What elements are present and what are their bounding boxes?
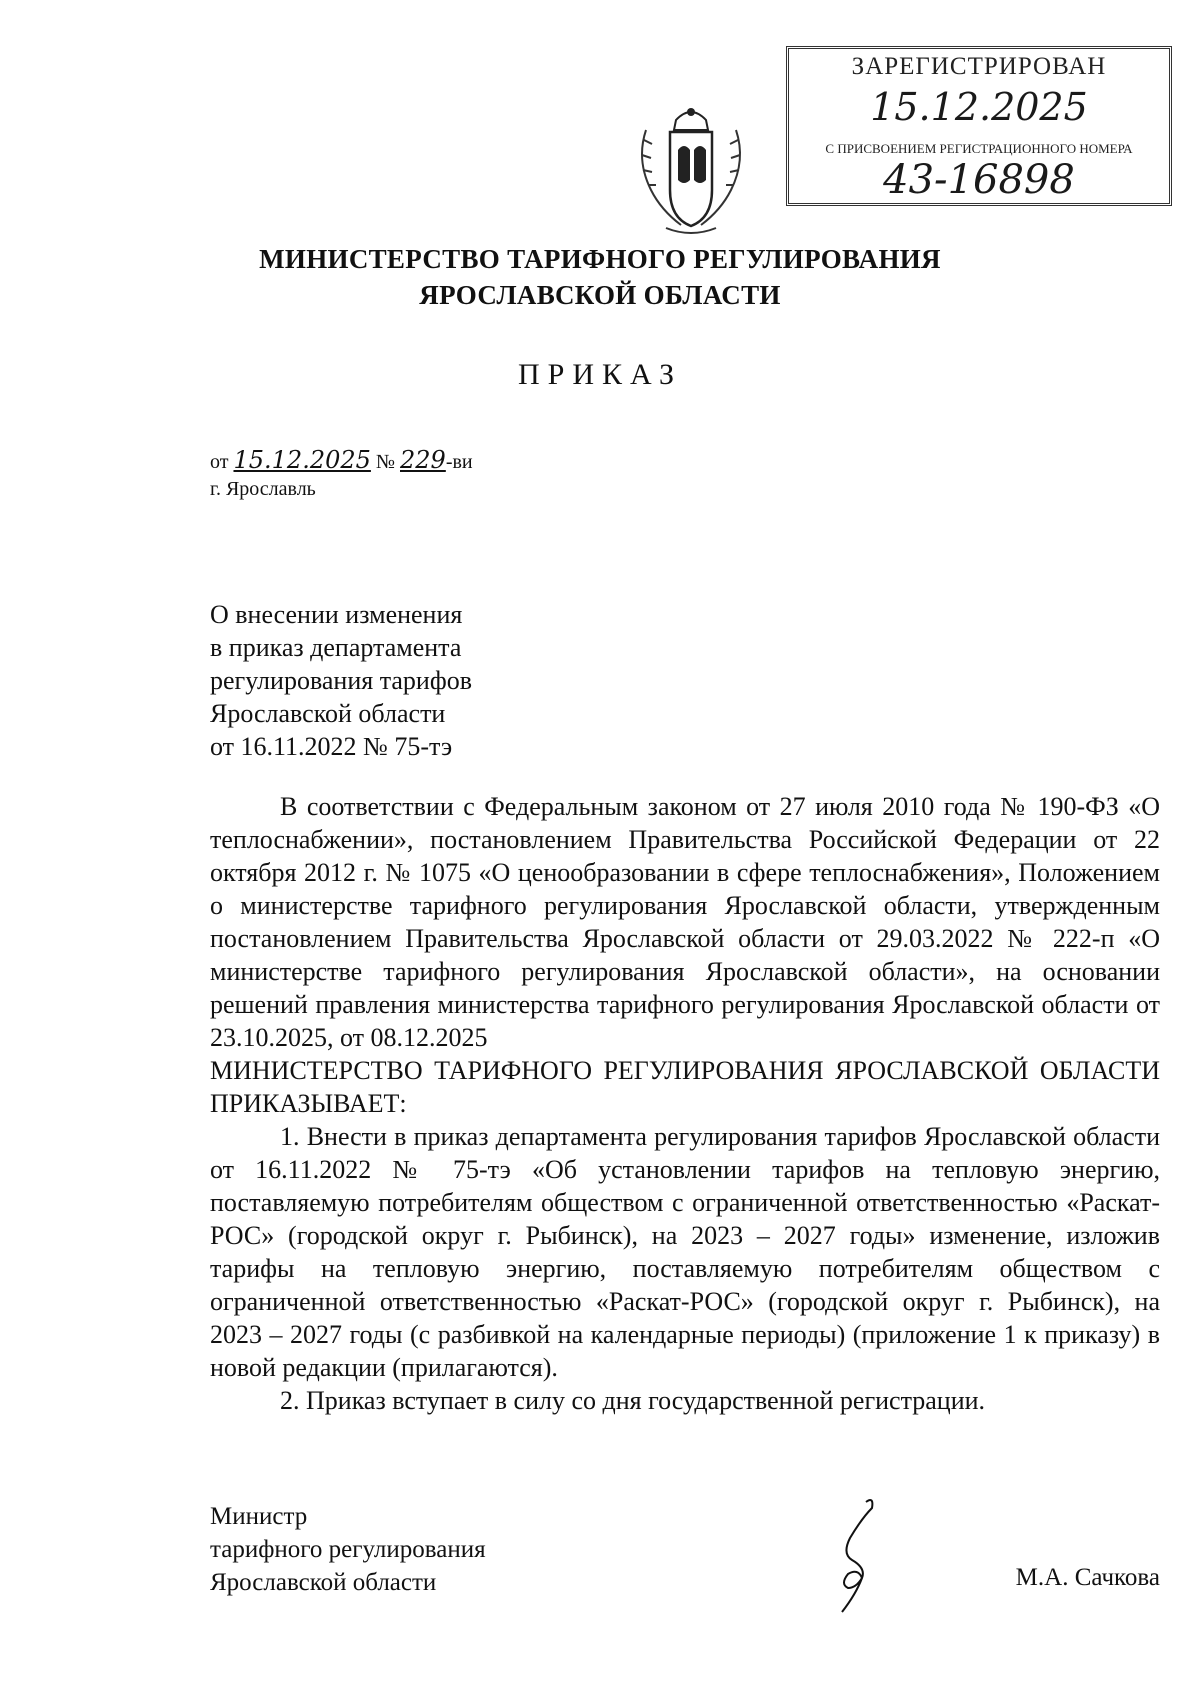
position-line: Министр [210,1503,308,1530]
stamp-subtitle: С ПРИСВОЕНИЕМ РЕГИСТРАЦИОННОГО НОМЕРА [825,141,1133,156]
order-subject [210,598,472,763]
item-2-paragraph: 2. Приказ вступает в силу со дня государственной регистрации. [280,1386,986,1415]
subject-line: регулирования тарифов [210,666,472,695]
stamp-date: 15.12.2025 [870,85,1088,129]
order-date: 15.12.2025 [233,446,371,474]
stamp-registration-number: 43-16898 [883,157,1075,203]
from-label: от [210,451,229,473]
subject-line: Ярославской области [210,699,446,728]
subject-line: О внесении изменения [210,600,463,629]
signatory-position [210,1500,486,1599]
item-1-paragraph: 1. Внести в приказ департамента регулирования тарифов Ярославской области от 16.11.2022 № 75-тэ «Об установлении тарифов на тепловую энергию, поставляемую потребителям обществом с ограниченной ответственностью «Раскат-РОС» (городской округ г. Рыбинск), на 2023 – 2027 годы» изменение, изложив тарифы на тепловую энергию, поставляемую потребителям обществом с ограниченной ответственностью «Раскат-РОС» (городской округ г. Рыбинск), на 2023 – 2027 годы (с разбивкой на календарные периоды) (приложение 1 к приказу) в новой редакции (прилагаются). [210,1122,1160,1382]
ministry-name-line1: МИНИСТЕРСТВО ТАРИФНОГО РЕГУЛИРОВАНИЯ [259,244,941,274]
preamble-paragraph: В соответствии с Федеральным законом от 27 июля 2010 года № 190-ФЗ «О теплоснабжении», постановлением Правительства Российской Федерации от 22 октября 2012 г. № 1075 «О ценообразовании в сфере теплоснабжения», Положением о министерстве тарифного регулирования Ярославской области, утвержденным постановлением Правительства Ярославской области от 29.03.2022 № 222-п «О министерстве тарифного регулирования Ярославской области», на основании решений правления министерства тарифного регулирования Ярославской области от 23.10.2025, от 08.12.2025 [210,792,1160,1052]
position-line: Ярославской области [210,1569,437,1596]
order-number-suffix: -ви [445,451,473,473]
order-number: 229 [400,446,446,474]
subject-line: от 16.11.2022 № 75-тэ [210,732,453,761]
signatory-name: М.А. Сачкова [1015,1564,1160,1591]
order-date-number [210,446,473,474]
city: г. Ярославль [210,478,316,500]
coat-of-arms-icon [616,100,766,240]
number-label: № [375,451,395,473]
ministry-name-line2: ЯРОСЛАВСКОЙ ОБЛАСТИ [419,280,781,310]
registration-stamp [786,46,1172,206]
stamp-title: ЗАРЕГИСТРИРОВАН [851,53,1107,80]
handwritten-signature [816,1494,896,1614]
subject-line: в приказ департамента [210,633,462,662]
order-body [210,790,1160,1417]
position-line: тарифного регулирования [210,1536,486,1563]
document-type-title: ПРИКАЗ [518,358,682,391]
decree-line: МИНИСТЕРСТВО ТАРИФНОГО РЕГУЛИРОВАНИЯ ЯРОСЛАВСКОЙ ОБЛАСТИ ПРИКАЗЫВАЕТ: [210,1056,1160,1118]
